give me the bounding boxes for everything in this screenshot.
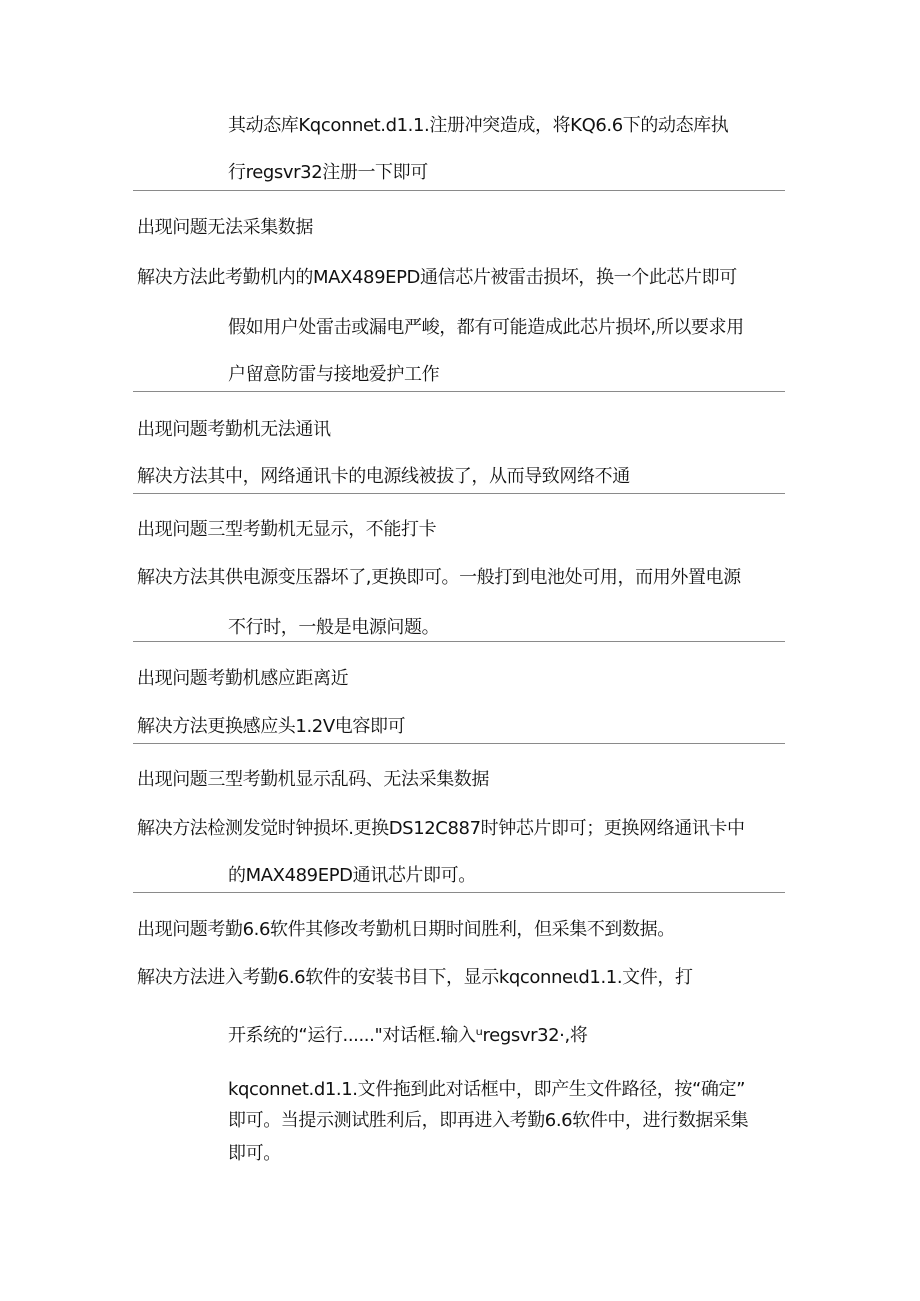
divider bbox=[133, 892, 785, 893]
text-line: 不行时，一般是电源问题。 bbox=[228, 617, 440, 638]
text-line: 行regsvr32注册一下即可 bbox=[228, 162, 428, 183]
solution-text: 解决方法进入考勤6.6软件的安装书目下，显示kqconneιd1.1.文件，打 bbox=[137, 967, 693, 988]
solution-text: 解决方法此考勤机内的MAX489EPD通信芯片被雷击损坏，换一个此芯片即可 bbox=[137, 267, 737, 288]
text-line: 假如用户处雷击或漏电严峻，都有可能造成此芯片损坏,所以要求用 bbox=[228, 317, 744, 338]
text-line: 其动态库Kqconnet.d1.1.注册冲突造成，将KQ6.6下的动态库执 bbox=[228, 115, 729, 136]
divider bbox=[133, 641, 785, 642]
solution-text: 解决方法更换感应头1.2V电容即可 bbox=[137, 716, 406, 737]
text-line: 的MAX489EPD通讯芯片即可。 bbox=[228, 865, 476, 886]
problem-heading: 出现问题三型考勤机无显示，不能打卡 bbox=[137, 519, 437, 540]
problem-heading: 出现问题考勤机感应距离近 bbox=[137, 668, 349, 689]
divider bbox=[133, 190, 785, 191]
text-line: 即可。 bbox=[228, 1143, 281, 1164]
text-line: 开系统的“运行......"对话框.输入ᵘregsvr32·,将 bbox=[228, 1025, 588, 1046]
problem-heading: 出现问题无法采集数据 bbox=[137, 217, 313, 238]
problem-heading: 出现问题三型考勤机显示乱码、无法采集数据 bbox=[137, 769, 489, 790]
solution-text: 解决方法其中，网络通讯卡的电源线被拔了，从而导致网络不通 bbox=[137, 466, 630, 487]
solution-text: 解决方法其供电源变压器坏了,更换即可。一般打到电池处可用，而用外置电源 bbox=[137, 567, 741, 588]
divider bbox=[133, 493, 785, 494]
text-line: 户留意防雷与接地爱护工作 bbox=[228, 364, 440, 385]
solution-text: 解决方法检测发觉时钟损坏.更换DS12C887时钟芯片即可；更换网络通讯卡中 bbox=[137, 818, 745, 839]
text-line: 即可。当提示测试胜利后，即再进入考勤6.6软件中，进行数据采集 bbox=[228, 1110, 749, 1131]
divider bbox=[133, 391, 785, 392]
problem-heading: 出现问题考勤6.6软件其修改考勤机日期时间胜利，但采集不到数据。 bbox=[137, 919, 675, 940]
divider bbox=[133, 743, 785, 744]
problem-heading: 出现问题考勤机无法通讯 bbox=[137, 419, 331, 440]
text-line: kqconnet.d1.1.文件拖到此对话框中，即产生文件路径，按“确定” bbox=[228, 1079, 746, 1100]
